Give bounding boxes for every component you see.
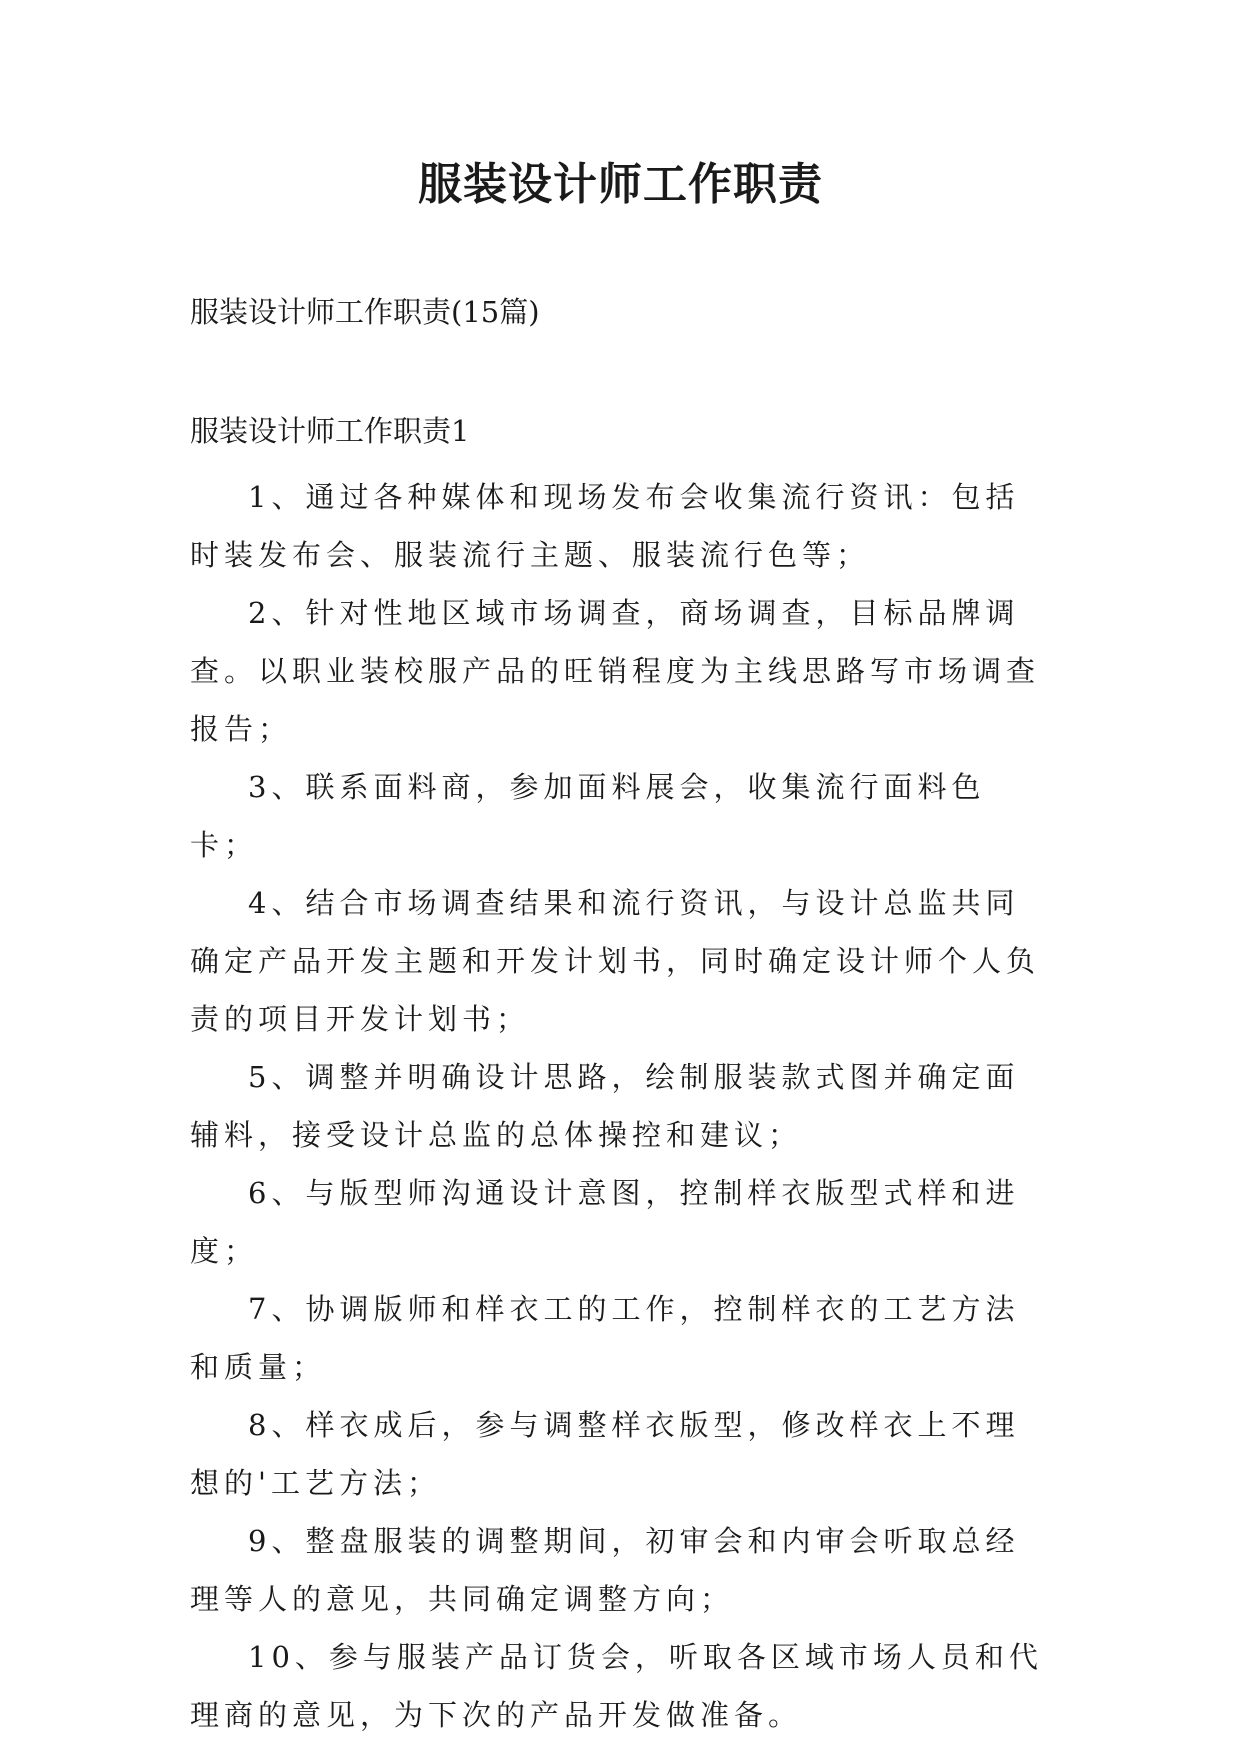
duty-item: 3、联系面料商，参加面料展会，收集流行面料色卡； [190,770,986,862]
document-title: 服装设计师工作职责 [418,159,823,210]
duty-list [190,468,1050,1744]
duty-item: 1、通过各种媒体和现场发布会收集流行资讯：包括时装发布会、服装流行主题、服装流行色等； [190,480,1020,572]
duty-item: 2、针对性地区域市场调查，商场调查，目标品牌调查。以职业装校服产品的旺销程度为主线思路写市场调查报告； [190,596,1041,746]
duty-item: 5、调整并明确设计思路，绘制服装款式图并确定面辅料，接受设计总监的总体操控和建议； [190,1060,1020,1152]
duty-item: 7、协调版师和样衣工的工作，控制样衣的工艺方法和质量； [190,1292,1020,1384]
duty-item: 8、样衣成后，参与调整样衣版型，修改样衣上不理想的'工艺方法； [190,1408,1020,1500]
document-subtitle: 服装设计师工作职责(15篇) [190,295,540,329]
duty-item: 6、与版型师沟通设计意图，控制样衣版型式样和进度； [190,1176,1020,1268]
duty-item: 4、结合市场调查结果和流行资讯，与设计总监共同确定产品开发主题和开发计划书，同时确定设计师个人负责的项目开发计划书； [190,886,1041,1036]
duty-item: 9、整盘服装的调整期间，初审会和内审会听取总经理等人的意见，共同确定调整方向； [190,1524,1020,1616]
section-heading: 服装设计师工作职责1 [190,414,470,448]
duty-item: 10、参与服装产品订货会，听取各区域市场人员和代理商的意见，为下次的产品开发做准备。 [190,1640,1043,1732]
